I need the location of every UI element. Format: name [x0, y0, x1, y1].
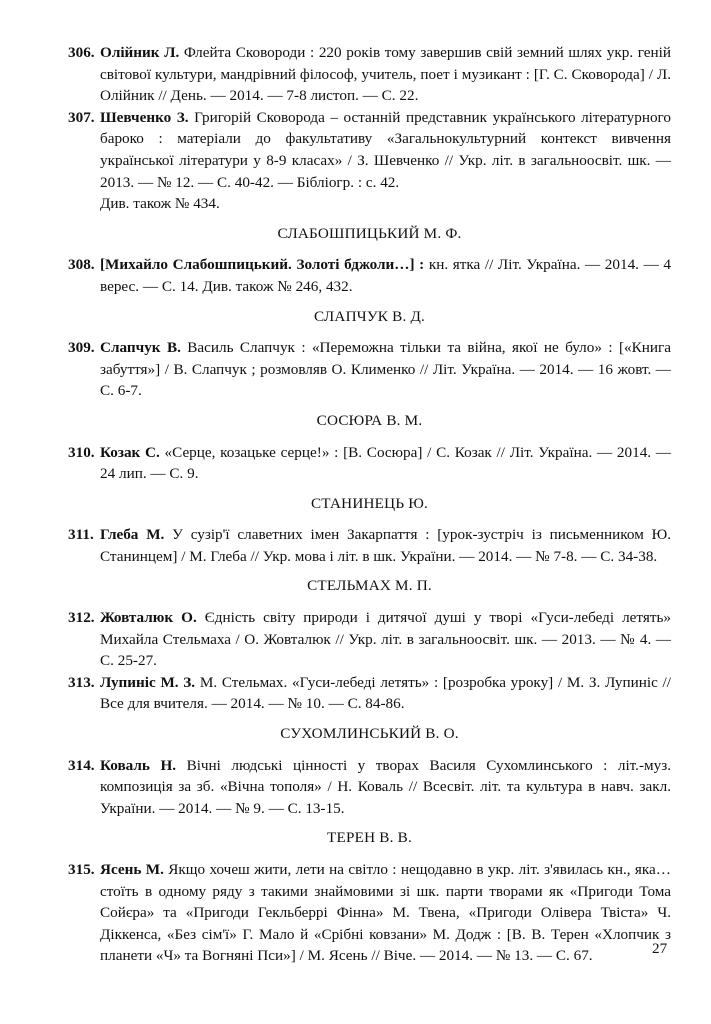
- entry-author: [Михайло Слабошпицький. Золоті бджоли…] :: [100, 256, 425, 274]
- entry-number: 314.: [68, 756, 95, 774]
- section-heading: СТЕЛЬМАХ М. П.: [307, 577, 432, 595]
- section-heading: СЛАПЧУК В. Д.: [313, 307, 426, 325]
- entry-text: Вічні людські цінності у творах Василя Сухомлинського : літ.-муз. композиція за зб. «Вічна тополя» / Н. Коваль // Всесвіт. літ. та культура в навч. закл. України. — 2014. — № 9. — С. 13-15.: [100, 756, 672, 817]
- section-heading: СУХОМЛИНСЬКИЙ В. О.: [280, 725, 459, 743]
- entry-author: Глеба М.: [100, 526, 165, 544]
- entry-text: Григорій Сковорода – останній представник українського літературного бароко : матеріали до факультативу «Загальнокультурний контекст вивчення української літератури у 8-9 класах» / З. Шевченко // Укр. літ. в загальноосвіт. шк. — 2013. — № 12. — С. 40-42. — Бібліогр. : с. 42.: [100, 108, 671, 191]
- bibliography-list: [68, 42, 671, 967]
- entry-number: 310.: [68, 443, 95, 461]
- bibliography-entry: [68, 755, 671, 820]
- entry-text: Якщо хочеш жити, лети на світло : нещодавно в укр. літ. з'явилась кн., яка… стоїть в одному ряду з такими знаймовими зі шк. парти творами як «Пригоди Тома Сойєра» та «Пригоди Гекльберрі Фінна» М. Твена, «Пригоди Олівера Твіста» Ч. Діккенса, «Без сім'ї» Г. Мало й «Срібні ковзани» М. Додж : [В. В. Терен «Хлопчик з планети «Ч» та Вогняні Пси»] / М. Ясень // Віче. — 2014. — № 13. — С. 67.: [100, 861, 671, 965]
- bibliography-entry: [68, 524, 671, 567]
- bibliography-entry: [68, 337, 671, 402]
- entry-text: У сузір'ї славетних імен Закарпаття : [урок-зустріч із письменником Ю. Станинцем] / М. Глеба // Укр. мова і літ. в шк. України. — 2014. — № 7-8. — С. 34-38.: [100, 526, 672, 565]
- page-number: 27: [652, 940, 668, 957]
- section-heading: СОСЮРА В. М.: [316, 411, 423, 429]
- entry-number: 311.: [68, 526, 94, 544]
- entry-author: Шевченко З.: [100, 108, 189, 126]
- bibliography-entry: [68, 254, 671, 297]
- entry-text: Флейта Сковороди : 220 років тому завершив свій земний шлях укр. геній світової культури, мандрівний філософ, учитель, поет і музикант : [Г. С. Сковорода] / Л. Олійник // День. — 2014. — 7-8 листоп. — С. 22.: [100, 44, 672, 105]
- bibliography-entry: [68, 42, 671, 107]
- bibliography-entry: [68, 859, 671, 967]
- entry-author: Жовталюк О.: [100, 609, 197, 627]
- bibliography-entry: [68, 672, 671, 715]
- entry-text: Василь Слапчук : «Переможна тільки та війна, якої не було» : [«Книга забуття»] / В. Слапчук ; розмовляв О. Клименко // Літ. Україна. — 2014. — 16 жовт. — С. 6-7.: [100, 339, 671, 400]
- entry-author: Олійник Л.: [100, 44, 180, 61]
- entry-author: Коваль Н.: [100, 756, 177, 774]
- bibliography-entry: [68, 107, 671, 193]
- entry-number: 307.: [68, 108, 95, 126]
- section-heading: СТАНИНЕЦЬ Ю.: [310, 494, 429, 512]
- entry-text: М. Стельмах. «Гуси-лебеді летять» : [розробка уроку] / М. З. Лупиніс // Все для вчителя. — 2014. — № 10. — С. 84-86.: [100, 673, 672, 713]
- entry-number: 315.: [68, 861, 95, 878]
- entry-number: 312.: [68, 609, 95, 627]
- entry-number: 306.: [68, 44, 95, 61]
- entry-number: 309.: [68, 339, 95, 357]
- entry-text: Єдність світу природи і дитячої душі у творі «Гуси-лебеді летять» Михайла Стельмаха / О. Жовталюк // Укр. літ. в загальноосвіт. шк. — 2013. — № 4. — С. 25-27.: [100, 609, 672, 670]
- entry-text: «Серце, козацьке серце!» : [В. Сосюра] / С. Козак // Літ. Україна. — 2014. — 24 лип. — С. 9.: [100, 443, 672, 483]
- section-heading: ТЕРЕН В. В.: [327, 829, 412, 847]
- entry-author: Ясень М.: [100, 861, 164, 878]
- entry-author: Лупиніс М. З.: [100, 673, 196, 691]
- section-heading: СЛАБОШПИЦЬКИЙ М. Ф.: [277, 224, 462, 242]
- bibliography-entry: [68, 442, 671, 485]
- entry-author: Козак С.: [100, 443, 160, 461]
- bibliography-entry: [68, 607, 671, 672]
- entry-number: 313.: [68, 673, 95, 691]
- entry-number: 308.: [68, 256, 95, 274]
- entry-author: Слапчук В.: [100, 339, 181, 357]
- entry-text: кн. ятка // Літ. Україна. — 2014. — 4 верес. — С. 14. Див. також № 246, 432.: [100, 256, 671, 295]
- see-also-note: Див. також № 434.: [100, 195, 220, 213]
